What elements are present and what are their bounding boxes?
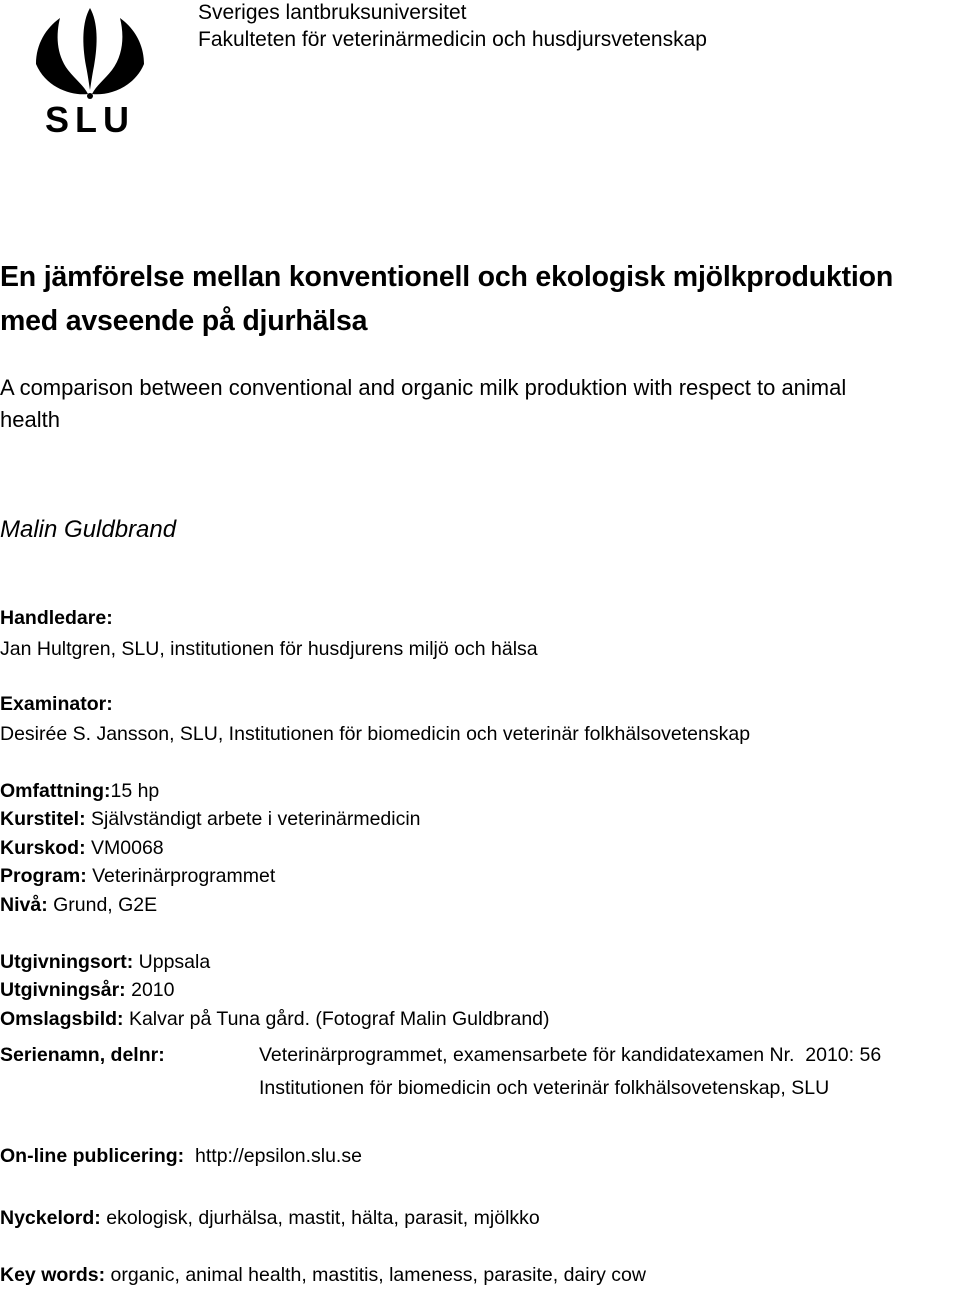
supervisor-value: Jan Hultgren, SLU, institutionen för husdjurens miljö och hälsa [0, 638, 538, 660]
thesis-title-line2: med avseende på djurhälsa [0, 305, 368, 337]
course-code-row [0, 834, 164, 862]
cover-image-row [0, 1005, 550, 1033]
keywords-en-row [0, 1261, 646, 1289]
series-label: Serienamn, delnr: [0, 1044, 165, 1066]
examiner-value: Desirée S. Jansson, SLU, Institutionen för biomedicin och veterinär folkhälsovetenskap [0, 723, 751, 745]
program-label: Program: [0, 865, 87, 887]
english-title-line2: health [0, 407, 60, 432]
online-publication-label: On-line publicering: [0, 1145, 185, 1167]
series-value-line2: Institutionen för biomedicin och veterinär folkhälsovetenskap, SLU [259, 1077, 830, 1099]
author-name: Malin Guldbrand [0, 516, 177, 543]
keywords-sv-value: ekologisk, djurhälsa, mastit, hälta, parasit, mjölkko [106, 1207, 540, 1229]
course-code-label: Kurskod: [0, 837, 86, 859]
keywords-en-label: Key words: [0, 1264, 106, 1286]
cover-image-label: Omslagsbild: [0, 1008, 124, 1030]
program-value: Veterinärprogrammet [92, 865, 276, 887]
course-title-row [0, 805, 421, 833]
publication-place-label: Utgivningsort: [0, 951, 134, 973]
english-title-line1: A comparison between conventional and organic milk produktion with respect to animal [0, 375, 847, 400]
slu-logo-text: SLU [45, 99, 135, 140]
course-title-value: Självständigt arbete i veterinärmedicin [91, 808, 421, 830]
keywords-sv-label: Nyckelord: [0, 1207, 101, 1229]
faculty-name: Fakulteten för veterinärmedicin och husdjursvetenskap [198, 28, 707, 51]
course-code-value: VM0068 [91, 837, 164, 859]
keywords-en-value: organic, animal health, mastitis, lameness, parasite, dairy cow [110, 1264, 646, 1286]
publication-year-value: 2010 [131, 979, 175, 1001]
level-label: Nivå: [0, 894, 48, 916]
examiner-label: Examinator: [0, 693, 113, 715]
university-name: Sveriges lantbruksuniversitet [198, 1, 467, 24]
publication-year-label: Utgivningsår: [0, 979, 126, 1001]
program-row [0, 862, 275, 890]
scope-row [0, 777, 159, 805]
scope-value: 15 hp [110, 780, 160, 802]
thesis-title-line1: En jämförelse mellan konventionell och ekologisk mjölkproduktion [0, 261, 894, 293]
online-publication-link[interactable]: http://epsilon.slu.se [195, 1145, 362, 1167]
publication-place-row [0, 948, 210, 976]
keywords-sv-row [0, 1204, 540, 1232]
series-value-line1: Veterinärprogrammet, examensarbete för kandidatexamen Nr. 2010: 56 [259, 1044, 882, 1066]
supervisor-label: Handledare: [0, 607, 113, 629]
course-title-label: Kurstitel: [0, 808, 86, 830]
publication-year-row [0, 976, 175, 1004]
publication-place-value: Uppsala [138, 951, 211, 973]
online-publication-row [0, 1142, 362, 1170]
level-row [0, 891, 157, 919]
slu-logo [28, 4, 152, 140]
level-value: Grund, G2E [53, 894, 158, 916]
cover-image-value: Kalvar på Tuna gård. (Fotograf Malin Guldbrand) [128, 1008, 550, 1030]
scope-label: Omfattning: [0, 780, 111, 802]
